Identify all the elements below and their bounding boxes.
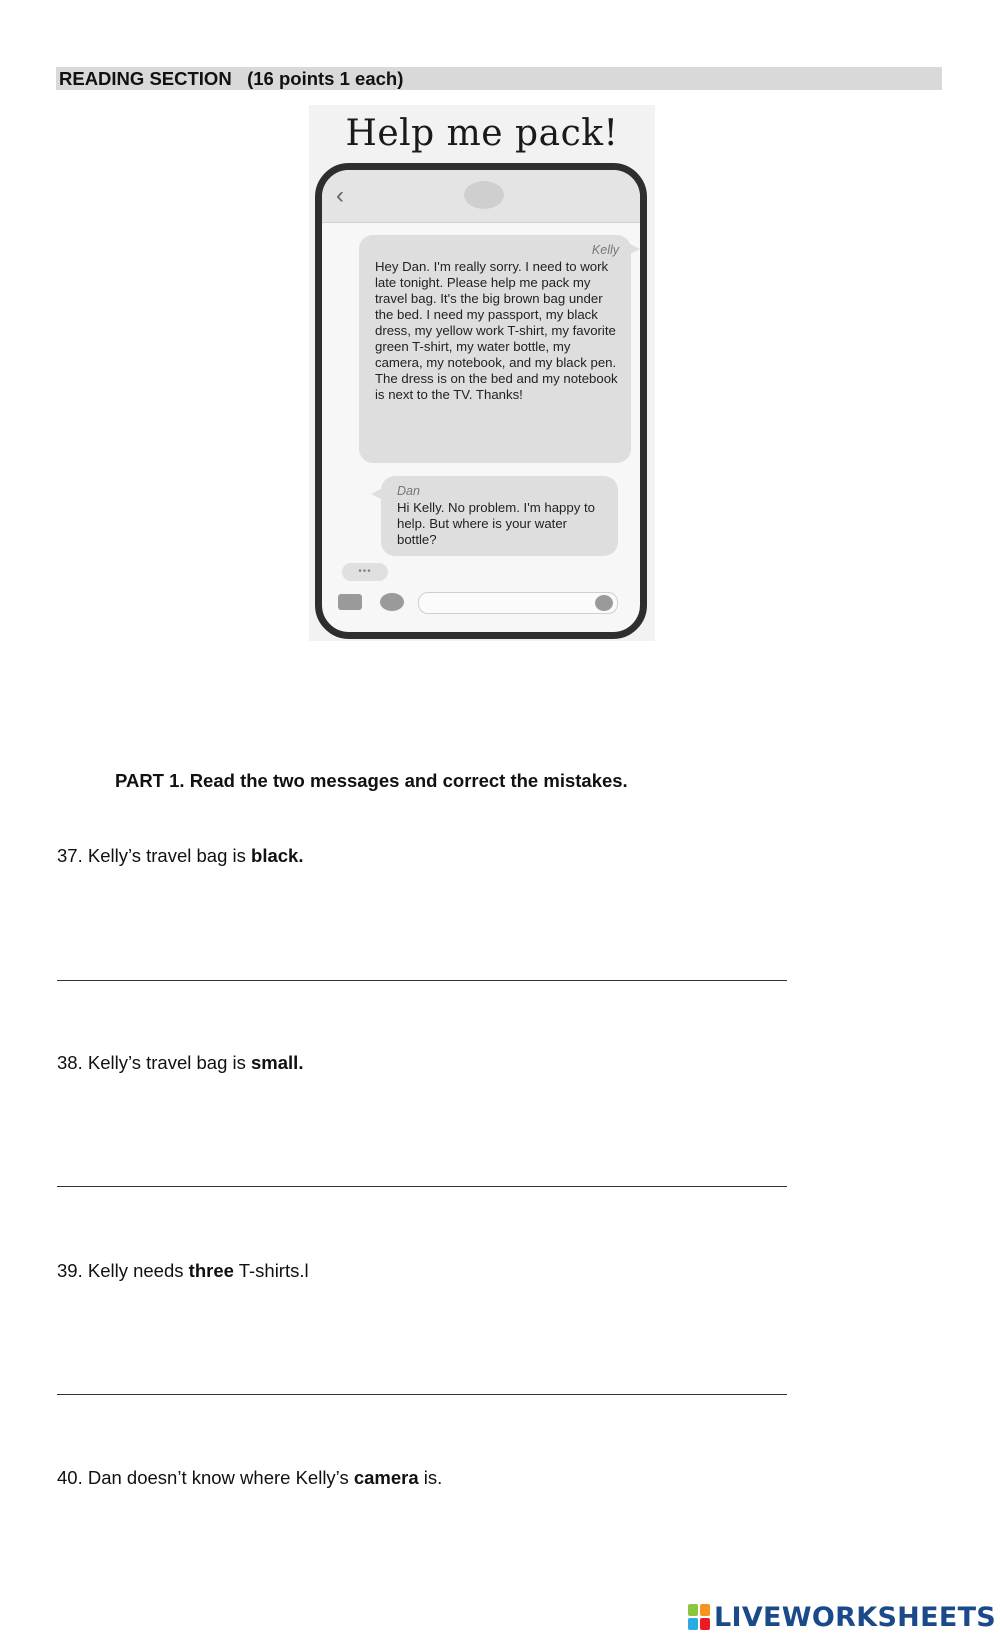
question-text-end: T-shirts.l — [233, 1260, 309, 1281]
message-text: Hi Kelly. No problem. I'm happy to help. But where is your water bottle? — [397, 500, 595, 547]
phone-frame — [315, 163, 647, 639]
question-40 — [57, 1467, 442, 1489]
question-keyword: camera — [353, 1467, 419, 1488]
question-39 — [57, 1260, 309, 1282]
message-bubble-kelly — [359, 235, 631, 463]
message-text: Hey Dan. I'm really sorry. I need to work late tonight. Please help me pack my travel bag. It's the big brown bag under the bed. I need my passport, my black dress, my yellow work T-shirt, my favorite green T-shirt, my water bottle, my camera, my notebook, and my black pen. The dress is on the bed and my notebook is next to the TV. Thanks! — [375, 259, 618, 402]
question-keyword: small. — [251, 1052, 304, 1073]
part-1-title: PART 1. Read the two messages and correct the mistakes. — [115, 770, 628, 791]
liveworksheets-logo-icon — [688, 1604, 710, 1630]
brand-text: LIVEWORKSHEETS — [714, 1601, 997, 1633]
contact-avatar-icon — [464, 181, 504, 209]
answer-line-39[interactable] — [57, 1394, 787, 1395]
logo-square-red — [700, 1618, 710, 1630]
logo-square-green — [688, 1604, 698, 1616]
answer-line-37[interactable] — [57, 980, 787, 981]
question-text: 39. Kelly needs — [57, 1260, 189, 1281]
logo-square-blue — [688, 1618, 698, 1630]
back-chevron-icon: ‹ — [336, 182, 344, 209]
emoji-icon — [380, 593, 404, 611]
question-keyword: black. — [251, 845, 304, 866]
question-text: 38. Kelly’s travel bag is — [57, 1052, 252, 1073]
message-input-field — [418, 592, 618, 614]
send-icon — [595, 595, 613, 611]
question-text: 37. Kelly’s travel bag is — [57, 845, 252, 866]
question-37 — [57, 845, 303, 867]
message-input-bar — [322, 588, 640, 618]
logo-square-orange — [700, 1604, 710, 1616]
answer-line-38[interactable] — [57, 1186, 787, 1187]
question-keyword: three — [188, 1260, 234, 1281]
text-message-illustration — [309, 105, 655, 641]
message-sender: Dan — [397, 484, 420, 498]
liveworksheets-brand — [688, 1602, 996, 1632]
typing-indicator-icon: ••• — [342, 563, 388, 581]
message-bubble-dan — [381, 476, 618, 556]
phone-header-bar — [322, 170, 640, 223]
question-38 — [57, 1052, 303, 1074]
illustration-title: Help me pack! — [345, 113, 619, 154]
question-text: 40. Dan doesn’t know where Kelly’s — [57, 1467, 354, 1488]
section-header: READING SECTION (16 points 1 each) — [56, 67, 942, 90]
camera-icon — [338, 594, 362, 610]
question-text-end: is. — [418, 1467, 443, 1488]
message-sender: Kelly — [591, 243, 619, 257]
